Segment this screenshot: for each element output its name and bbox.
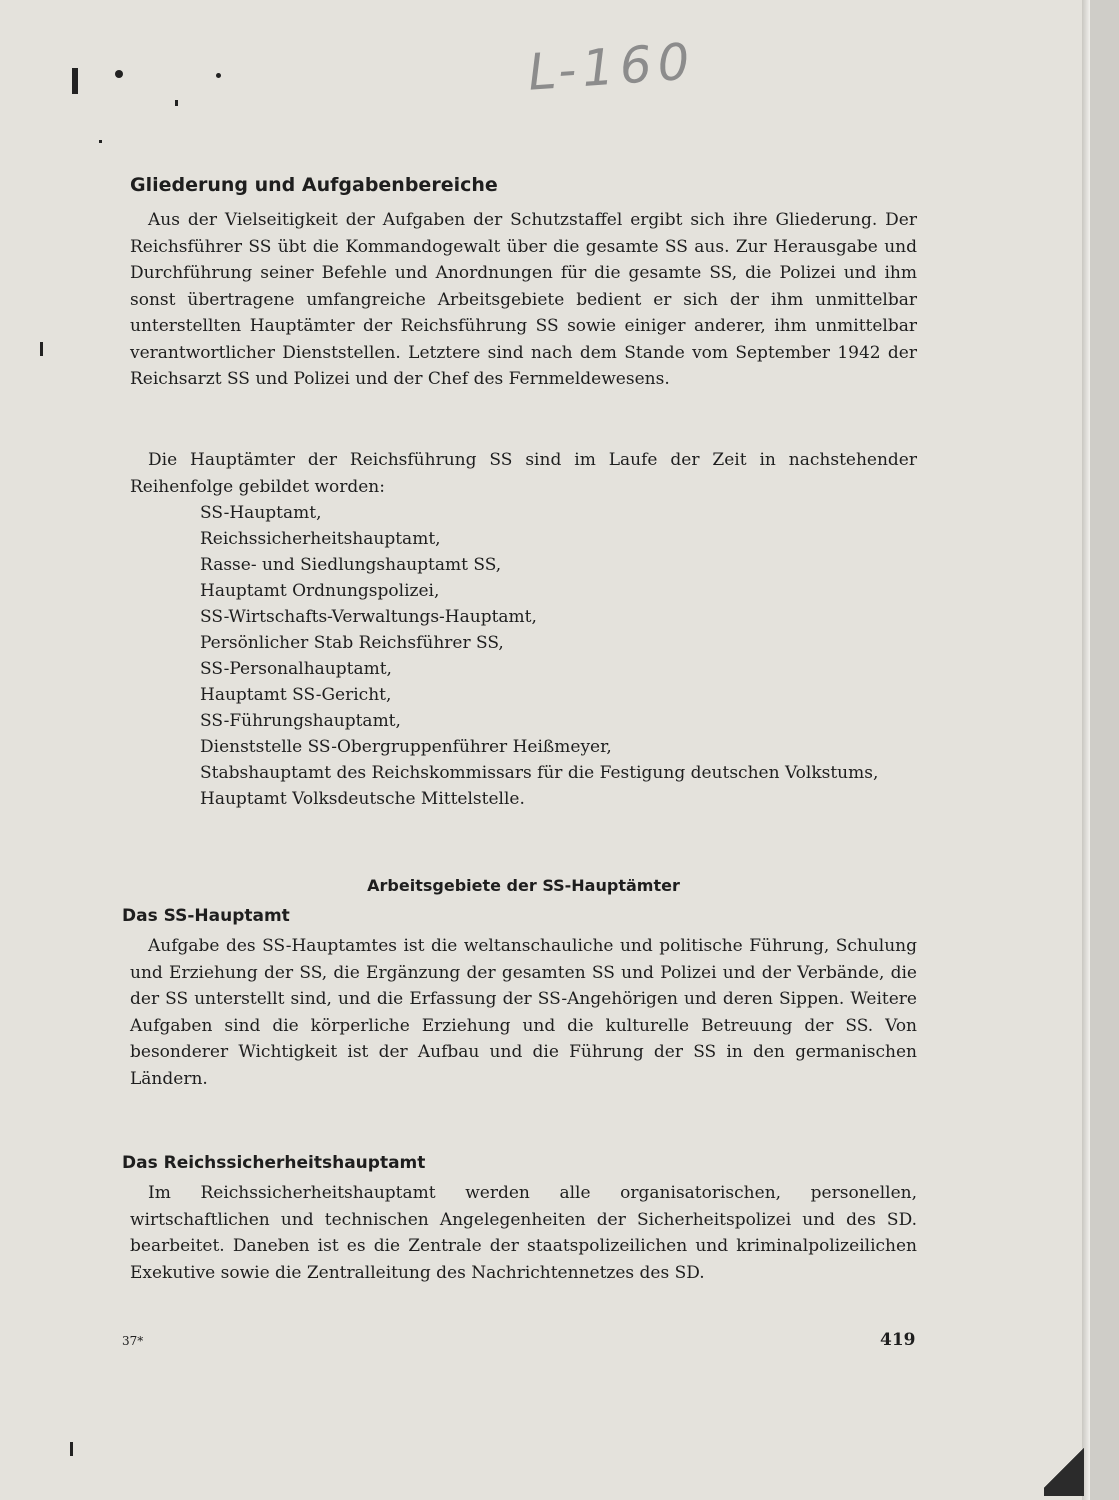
ink-mark xyxy=(70,1442,73,1456)
page-number: 419 xyxy=(880,1330,916,1350)
signature-mark: 37* xyxy=(122,1334,144,1348)
ink-mark xyxy=(115,70,123,78)
list-item: Rasse- und Siedlungshauptamt SS, xyxy=(200,555,502,575)
intro-paragraph: Aus der Vielseitigkeit der Aufgaben der Schutzstaffel ergibt sich ihre Gliederung. Der Reichsführer SS übt die Kommandogewalt über die gesamte SS aus. Zur Herausgabe und Durchführung seiner Befehle und Anordnungen für die gesamte SS, die Polizei und ihm sonst übertragene umfangreiche Arbeitsgebiete bedient er sich der ihm unmittelbar unterstellten Hauptämter der Reichsführung SS sowie einiger anderer, ihm unmittelbar verantwortlicher Dienststellen. Letztere sind nach dem Stande vom September 1942 der Reichsarzt SS und Polizei und der Chef des Fernmeldewesens. xyxy=(130,210,917,389)
list-item: Reichssicherheitshauptamt, xyxy=(200,529,441,549)
section2-title: Das Reichssicherheitshauptamt xyxy=(122,1153,426,1173)
ink-mark xyxy=(40,342,43,356)
list-item: SS-Personalhauptamt, xyxy=(200,659,392,679)
offices-intro-paragraph: Die Hauptämter der Reichsführung SS sind im Laufe der Zeit in nachstehender Reihenfolge gebildet worden: xyxy=(130,450,917,497)
list-item: Dienststelle SS-Obergruppenführer Heißmeyer, xyxy=(200,737,612,757)
list-item: Persönlicher Stab Reichsführer SS, xyxy=(200,633,504,653)
list-item: Hauptamt Volksdeutsche Mittelstelle. xyxy=(200,789,525,809)
offices-list xyxy=(200,500,917,812)
handwritten-reference: L-160 xyxy=(526,32,698,102)
list-item: SS-Wirtschafts-Verwaltungs-Hauptamt, xyxy=(200,607,537,627)
page-heading: Gliederung und Aufgabenbereiche xyxy=(130,174,498,196)
ink-mark xyxy=(175,100,178,106)
ink-mark xyxy=(216,73,221,78)
page-edge xyxy=(1082,0,1090,1500)
list-item: Hauptamt Ordnungspolizei, xyxy=(200,581,440,601)
section1-text: Aufgabe des SS-Hauptamtes ist die weltanschauliche und politische Führung, Schulung und Erziehung der SS, die Ergänzung der gesamten SS und Polizei und der Verbände, die der SS unterstellt sind, und die Erfassung der SS-Angehörigen und deren Sippen. Weitere Aufgaben sind die körperliche Erziehung und die kulturelle Betreuung der SS. Von besonderer Wichtigkeit ist der Aufbau und die Führung der SS in den germanischen Ländern. xyxy=(130,936,917,1089)
section2-text: Im Reichssicherheitshauptamt werden alle organisatorischen, personellen, wirtschaftlichen und technischen Angelegenheiten der Sicherheitspolizei und des SD. bearbeitet. Daneben ist es die Zentrale der staatspolizeilichen und kriminalpolizeilichen Exekutive sowie die Zentralleitung des Nachrichtennetzes des SD. xyxy=(130,1183,917,1283)
list-item: SS-Führungshauptamt, xyxy=(200,711,401,731)
list-item: Hauptamt SS-Gericht, xyxy=(200,685,392,705)
ink-mark xyxy=(99,140,102,143)
list-item: Stabshauptamt des Reichskommissars für die Festigung deutschen Volkstums, xyxy=(200,763,879,783)
corner-fold xyxy=(1044,1440,1084,1496)
section-heading: Arbeitsgebiete der SS-Hauptämter xyxy=(367,876,680,895)
ink-mark xyxy=(72,68,78,94)
list-item: SS-Hauptamt, xyxy=(200,503,322,523)
scan-border xyxy=(1090,0,1119,1500)
section1-title: Das SS-Hauptamt xyxy=(122,906,290,926)
